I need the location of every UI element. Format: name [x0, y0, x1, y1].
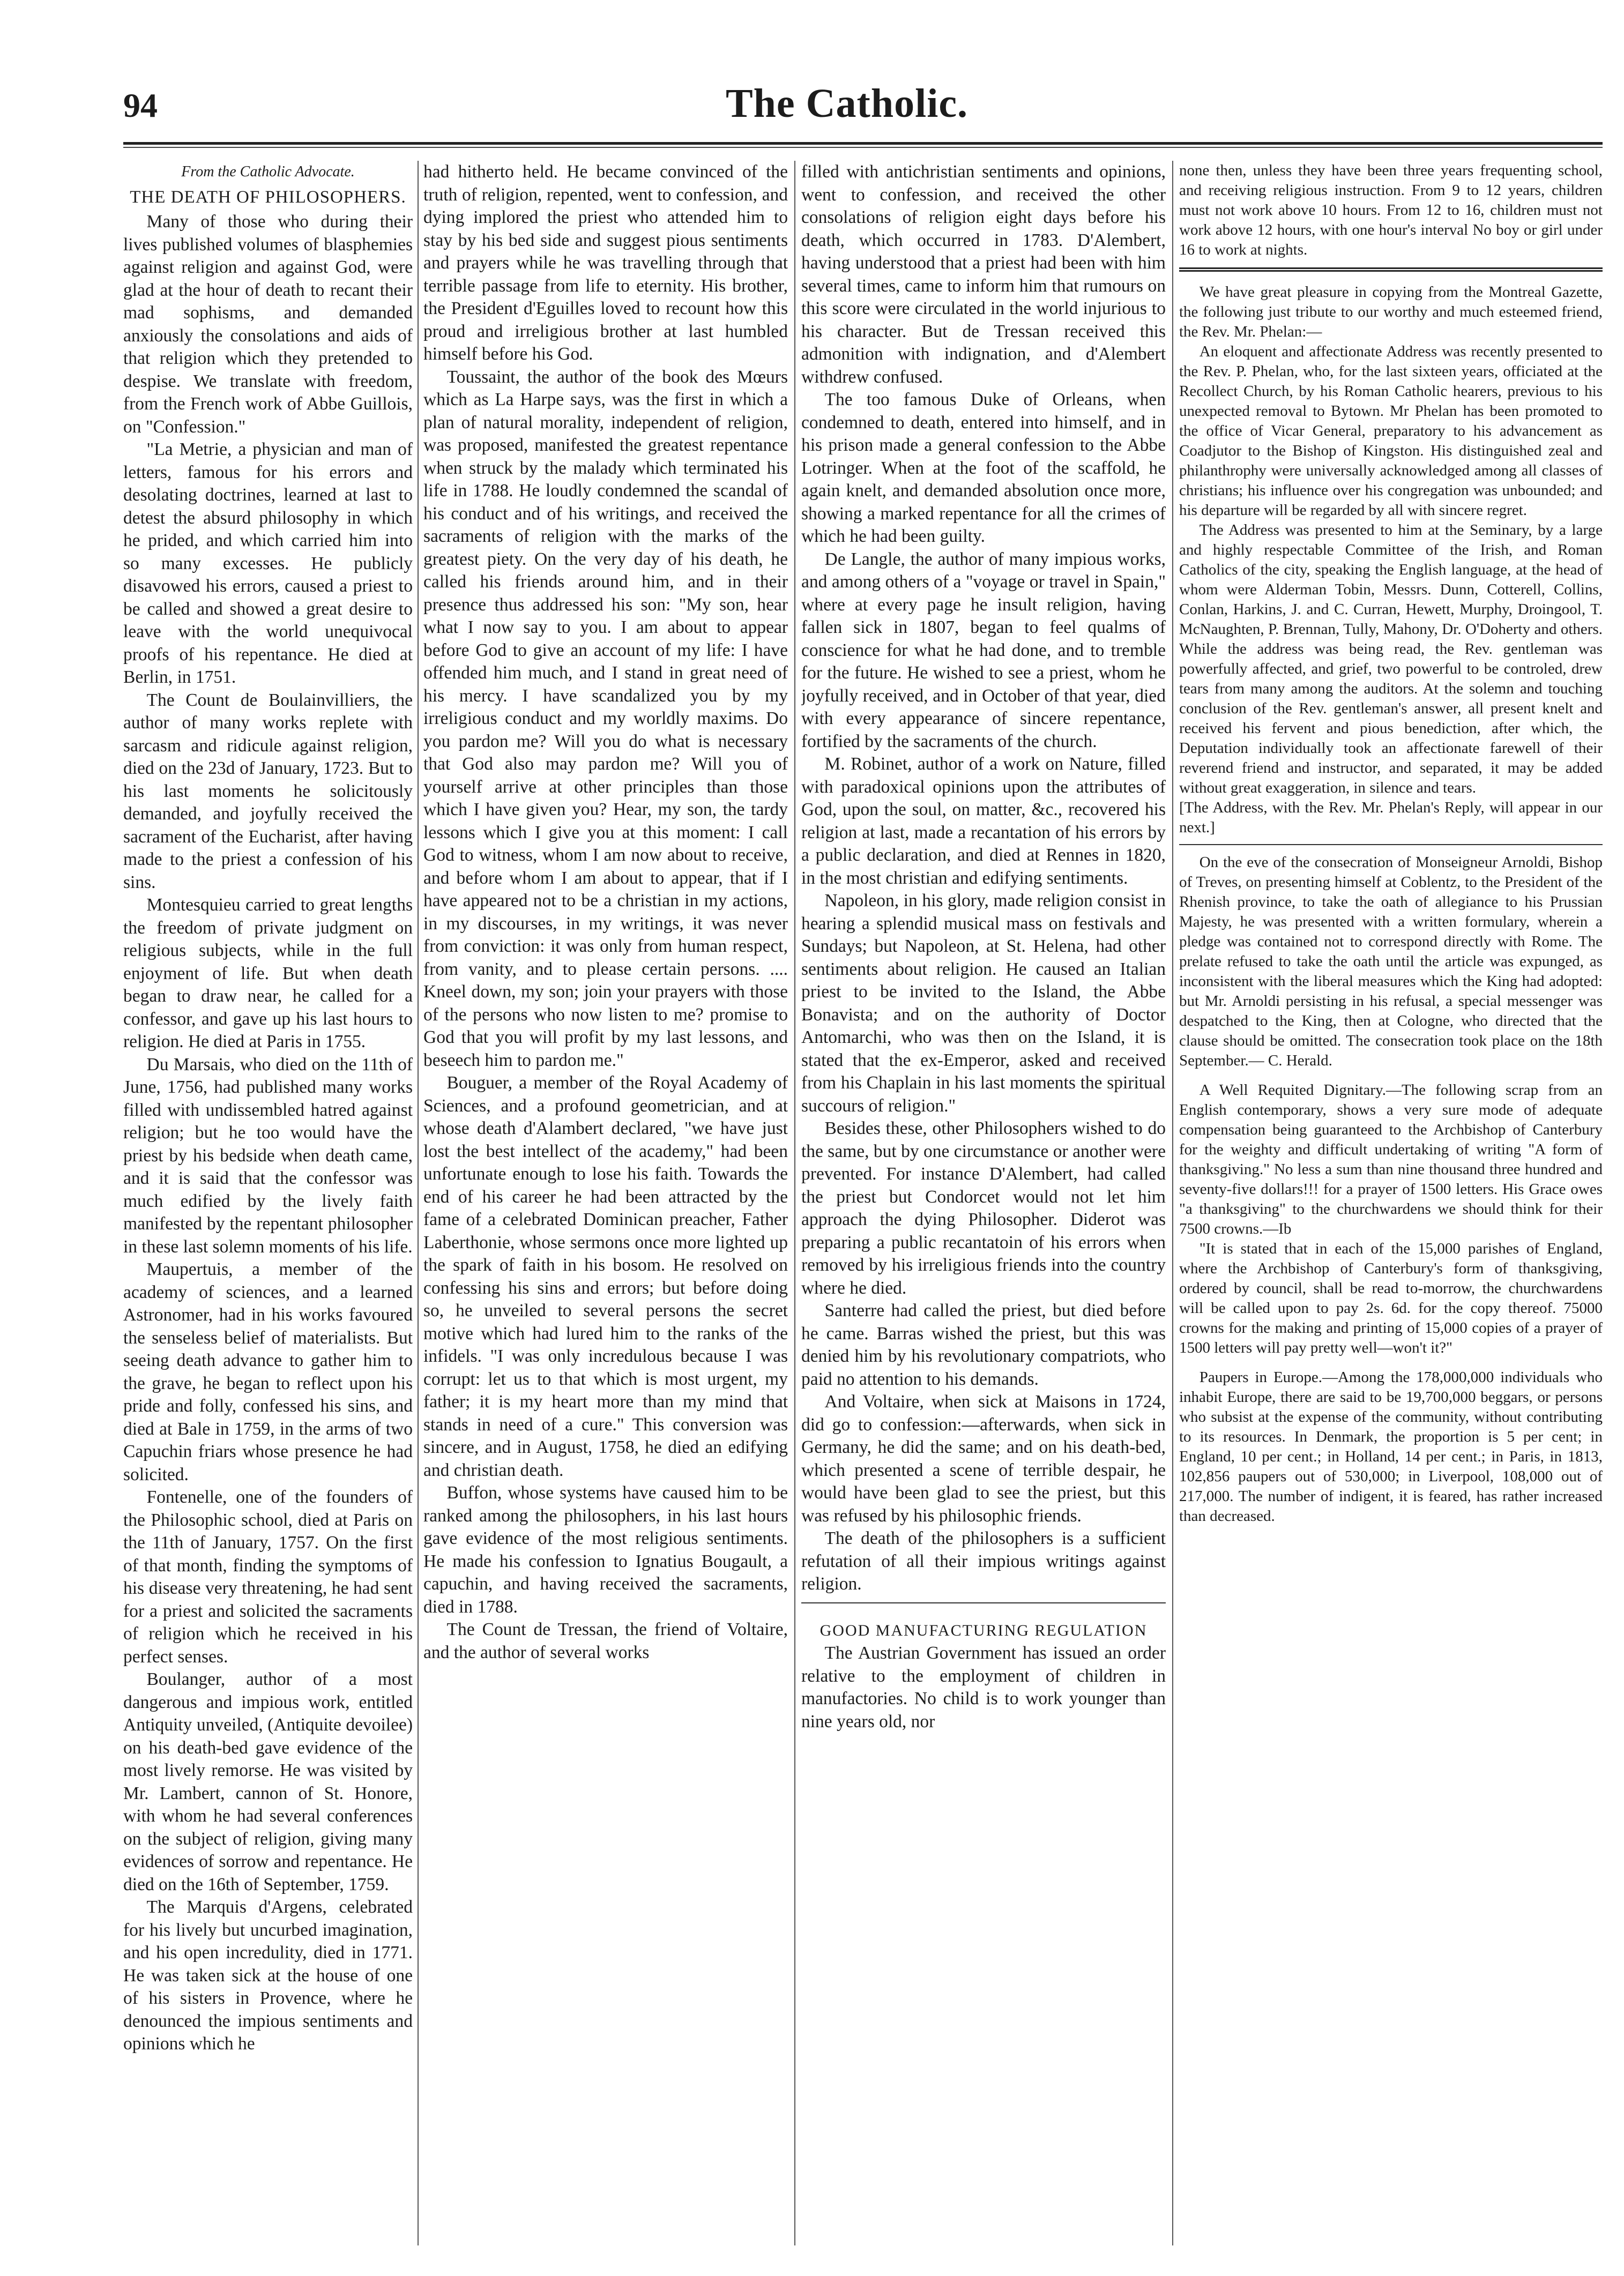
- paragraph: The Address was presented to him at the Seminary, by a large and highly respectable Committee of the Irish, and Roman Catholics of the city, speaking the English language, at the head of whom were Alderman Tobin, Messrs. Dunn, Cotterell, Collins, Conlan, Harkins, J. and C. Curran, Hewett, Murphy, Droingool, T. McNaughten, P. Brennan, Tully, Mahony, Dr. O'Doherty and others. While the address was being read, the Rev. gentleman was powerfully affected, and grief, two powerful to be controled, drew tears from many among the auditors. At the solemn and touching conclusion of the Rev. gentleman's answer, all present knelt and received his fervent and pious benediction, after which, the Deputation individually took an affectionate farewell of their reverend friend and instructor, and separated, it may be added without great exaggeration, in silence and tears.: [1179, 521, 1603, 796]
- paragraph: Toussaint, the author of the book des Mœurs which as La Harpe says, was the first in which a plan of natural morality, independent of religion, was proposed, manifested the greatest repentance when struck by the malady which terminated his life in 1788. He loudly condemned the scandal of his conduct and of his writings, and received the sacraments of religion with the marks of the greatest piety. On the very day of his death, he called his friends around him, and in their presence thus addressed his son: "My son, hear what I now say to you. I am about to appear before God to give an account of my life: I have offended him much, and I stand in great need of his mercy. I have scandalized you by my irreligious conduct and my worldly maxims. Do you pardon me? Will you do what is necessary that God also may pardon me? Will you of yourself arrive at other principles than those which I have given you? Hear, my son, the tardy lessons which I give you at this moment: I call God to witness, whom I am now about to receive, and before whom I am about to appear, that if I have appeared not to be a christian in my actions, in my discourses, in my writings, it was never from conviction: it was only from human respect, from vanity, and to please certain persons. .... Kneel down, my son; join your prayers with those of the persons who now listen to me? promise to God that you will profit by my last lessons, and beseech him to pardon me.": [423, 367, 788, 1070]
- column-2: [423, 161, 788, 2245]
- paragraph: The Count de Boulainvilliers, the author of many works replete with sarcasm and ridicule against religion, died on the 23d of January, 1723. But to his last moments he solicitously demanded, and joyfully received the sacrament of the Eucharist, after having made to the priest a confession of his sins.: [123, 690, 413, 892]
- paragraph: The Austrian Government has issued an order relative to the employment of children in manufactories. No child is to work younger than nine years old, nor: [801, 1643, 1166, 1732]
- text-columns: [123, 161, 1603, 2245]
- paragraph: De Langle, the author of many impious works, and among others of a "voyage or travel in Spain," where at every page he insult religion, having fallen sick in 1807, began to feel qualms of conscience for what he had done, and to tremble for the future. He wished to see a priest, whom he joyfully received, and in October of that year, died with every appearance of sincere repentance, fortified by the sacraments of the church.: [801, 549, 1166, 751]
- article-heading: THE DEATH OF PHILOSOPHERS.: [130, 187, 406, 207]
- column-rule: [418, 161, 419, 2245]
- paragraph: The Marquis d'Argens, celebrated for his lively but uncurbed imagination, and his open incredulity, died in 1771. He was taken sick at the house of one of his sisters in Provence, where he denounced the impious sentiments and opinions which he: [123, 1897, 413, 2054]
- article-source: From the Catholic Advocate.: [181, 163, 355, 180]
- header-rule: [123, 142, 1603, 145]
- paragraph: We have great pleasure in copying from the Montreal Gazette, the following just tribute to our worthy and much esteemed friend, the Rev. Mr. Phelan:—: [1179, 283, 1603, 340]
- paragraph: Du Marsais, who died on the 11th of June, 1756, had published many works filled with undissembled hatred against religion; but he too would have the priest by his bedside when death came, and it is said that the confessor was much edified by the lively faith manifested by the repentant philosopher in these last solemn moments of his life.: [123, 1054, 413, 1257]
- paragraph: filled with antichristian sentiments and opinions, went to confession, and received the other consolations of religion eight days before his death, which occurred in 1783. D'Alembert, having understood that a priest had been with him several times, came to inform him that rumours on this score were circulated in the world injurious to his character. But de Tressan received this admonition with indignation, and d'Alembert withdrew confused.: [801, 162, 1166, 387]
- paragraph: Many of those who during their lives published volumes of blasphemies against religion and against God, were glad at the hour of death to recant their mad sophisms, and demanded anxiously the consolations and aids of that religion which they pretended to despise. We translate with freedom, from the French work of Abbe Guillois, on "Confession.": [123, 212, 413, 437]
- paragraph: Besides these, other Philosophers wished to do the same, but by one circumstance or another were prevented. For instance D'Alembert, had called the priest but Condorcet would not let him approach the dying Philosopher. Diderot was preparing a public recantatoin of his errors when removed by his irreligious friends into the country where he died.: [801, 1118, 1166, 1298]
- paragraph: An eloquent and affectionate Address was recently presented to the Rev. P. Phelan, who, for the last sixteen years, officiated at the Recollect Church, by his Roman Catholic hearers, previous to his unexpected removal to Bytown. Mr Phelan has been promoted to the office of Vicar General, preparatory to his advancement as Coadjutor to the Bishop of Kingston. His distinguished zeal and philanthrophy were universally acknowledged among all classes of christians; his influence over his congregation was unbounded; and his departure will be regarded by all with sincere regret.: [1179, 343, 1603, 519]
- column-rule: [1172, 161, 1173, 2245]
- paragraph: had hitherto held. He became convinced of the truth of religion, repented, went to confession, and dying implored the priest who attended him to stay by his bed side and suggest pious sentiments and prayers while he was travelling through that terrible passage from life to eternity. His brother, the President d'Eguilles loved to recount how this proud and irreligious brother at last humbled himself before his God.: [423, 162, 788, 364]
- column-4: [1179, 161, 1603, 2245]
- section-divider: [1179, 267, 1603, 272]
- paragraph: "It is stated that in each of the 15,000 parishes of England, where the Archbishop of Canterbury's form of thanksgiving, ordered by council, shall be read to-morrow, the churchwardens will be called upon to pay 2s. 6d. for the copy thereof. 75000 crowns for the making and printing of 15,000 copies of a prayer of 1500 letters will pay pretty well—won't it?": [1179, 1240, 1603, 1356]
- column-rule: [794, 161, 795, 2245]
- paragraph: Napoleon, in his glory, made religion consist in hearing a splendid musical mass on festivals and Sundays; but Napoleon, at St. Helena, had other sentiments about religion. He caused an Italian priest to be invited to the Island, the Abbe Bonavista; and on the authority of Doctor Antomarchi, who was then on the Island, it is stated that the ex-Emperor, asked and received from his Chaplain in his last moments the spiritual succours of religion.": [801, 891, 1166, 1116]
- paragraph: On the eve of the consecration of Monseigneur Arnoldi, Bishop of Treves, on presenting himself at Coblentz, to the President of the Rhenish province, to take the oath of allegiance to his Prussian Majesty, he was presented with a written formulary, wherein a pledge was contained not to correspond directly with Rome. The prelate refused to take the oath until the article was expunged, as inconsistent with the liberal measures which the King had adopted: but Mr. Arnoldi persisting in his refusal, a special messenger was despatched to the King, then at Cologne, who directed that the clause should be omitted. The consecration took place on the 18th September.— C. Herald.: [1179, 854, 1603, 1069]
- paragraph: And Voltaire, when sick at Maisons in 1724, did go to confession:—afterwards, when sick in Germany, he did the same; and on his death-bed, which presented a scene of terrible despair, he would have been glad to see the priest, but this was refused by his philosophic friends.: [801, 1392, 1166, 1526]
- running-title: The Catholic.: [725, 81, 969, 126]
- page-number: 94: [123, 86, 158, 124]
- header-rule-thin: [123, 147, 1603, 148]
- paragraph: Boulanger, author of a most dangerous and impious work, entitled Antiquity unveiled, (Antiquite devoilee) on his death-bed gave evidence of the most lively remorse. He was visited by Mr. Lambert, cannon of St. Honore, with whom he had several conferences on the subject of religion, giving many evidences of sorrow and repentance. He died on the 16th of September, 1759.: [123, 1669, 413, 1894]
- paragraph: none then, unless they have been three years frequenting school, and receiving religious instruction. From 9 to 12 years, children must not work above 10 hours. From 12 to 16, children must not work above 12 hours, with one hour's interval No boy or girl under 16 to work at nights.: [1179, 162, 1603, 258]
- paragraph: The death of the philosophers is a sufficient refutation of all their impious writings against religion.: [801, 1528, 1166, 1594]
- paragraph: Paupers in Europe.—Among the 178,000,000 individuals who inhabit Europe, there are said to be 19,700,000 beggars, or persons who subsist at the expense of the community, without contributing to its resources. In Denmark, the proportion is 5 per cent; in England, 10 per cent.; in Holland, 14 per cent.; in Paris, in 1813, 102,856 paupers out of 530,000; in Liverpool, 108,000 out of 217,000. The number of indigent, it is feared, has rather increased than decreased.: [1179, 1369, 1603, 1525]
- paragraph: The Count de Tressan, the friend of Voltaire, and the author of several works: [423, 1620, 788, 1662]
- paragraph: Buffon, whose systems have caused him to be ranked among the philosophers, in his last hours gave evidence of the most religious sentiments. He made his confession to Ignatius Bougault, a capuchin, and having received the sacraments, died in 1788.: [423, 1483, 788, 1617]
- paragraph: A Well Requited Dignitary.—The following scrap from an English contemporary, shows a very sure mode of adequate compensation being guaranteed to the Archbishop of Canterbury for the weighty and difficult undertaking of writing "A form of thanksgiving." No less a sum than nine thousand three hundred and seventy-five dollars!!! for a prayer of 1500 letters. His Grace owes "a thanksgiving" to the churchwardens we should think for their 7500 crowns.—Ib: [1179, 1081, 1603, 1237]
- column-3: [801, 161, 1166, 2245]
- page-header: [80, 80, 1613, 139]
- paragraph: Maupertuis, a member of the academy of sciences, and a learned Astronomer, had in his works favoured the senseless belief of materialists. But seeing death advance to gather him to the grave, he began to reflect upon his pride and folly, confessed his sins, and died at Bale in 1759, in the arms of two Capuchin friars whose presence he had solicited.: [123, 1259, 413, 1484]
- paragraph: Santerre had called the priest, but died before he came. Barras wished the priest, but this was denied him by his revolutionary compatriots, who paid no attention to his demands.: [801, 1301, 1166, 1389]
- paragraph: "La Metrie, a physician and man of letters, famous for his errors and desolating doctrines, learned at last to detest the absurd philosophy in which he prided, and which carried him into so many excesses. He publicly disavowed his errors, caused a priest to be called and showed a great desire to leave with the world unequivocal proofs of his repentance. He died at Berlin, in 1751.: [123, 439, 413, 687]
- paragraph: M. Robinet, author of a work on Nature, filled with paradoxical opinions upon the attributes of God, upon the soul, on matter, &c., recovered his religion at last, made a recantation of his errors by a public declaration, and died at Rennes in 1820, in the most christian and edifying sentiments.: [801, 754, 1166, 888]
- editorial-note: [The Address, with the Rev. Mr. Phelan's Reply, will appear in our next.]: [1179, 799, 1603, 836]
- section-heading: GOOD MANUFACTURING REGULATION: [820, 1621, 1148, 1639]
- paragraph: The too famous Duke of Orleans, when condemned to death, entered into himself, and in his prison made a general confession to the Abbe Lotringer. When at the foot of the scaffold, he again knelt, and demanded absolution once more, showing a marked repentance for all the crimes of which he had been guilty.: [801, 390, 1166, 546]
- paragraph: Bouguer, a member of the Royal Academy of Sciences, and a profound geometrician, and at whose death d'Alambert declared, "we have just lost the best intellect of the academy," had been unfortunate enough to lose his faith. Towards the end of his career he had been attracted by the fame of a celebrated Dominican preacher, Father Laberthonie, whose sermons once more lighted up the spark of faith in his bosom. He resolved on confessing his sins and errors; but before doing so, he unveiled to several persons the secret motive which had lured him to the ranks of the infidels. "I was only incredulous because I was corrupt: let us to that which is most urgent, my father; it is my heart more than my mind that stands in need of a cure." This conversion was sincere, and in August, 1758, he died an edifying and christian death.: [423, 1073, 788, 1480]
- paragraph: Montesquieu carried to great lengths the freedom of private judgment on religious subjects, while in the full enjoyment of life. But when death began to draw near, he called for a confessor, and gave up his last hours to religion. He died at Paris in 1755.: [123, 895, 413, 1051]
- section-divider: [801, 1602, 1166, 1603]
- column-1: [123, 161, 413, 2245]
- paragraph: Fontenelle, one of the founders of the Philosophic school, died at Paris on the 11th of January, 1757. On the first of that month, finding the symptoms of his disease very threatening, he had sent for a priest and solicited the sacraments of religion which he received in his perfect senses.: [123, 1487, 413, 1667]
- section-divider: [1179, 844, 1603, 845]
- newspaper-page: [80, 80, 1613, 2256]
